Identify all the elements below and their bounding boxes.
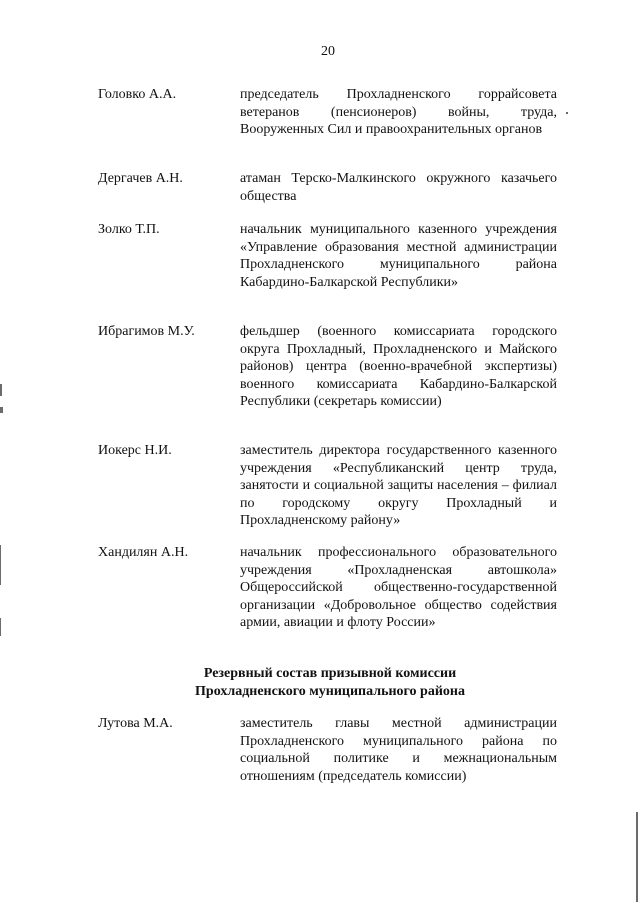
member-role: начальник муниципального казенного учреждения «Управление образования местной администрации Прохладненского муниципального района Кабардино-Балкарской Республики» (240, 222, 557, 290)
member-name: Иокерс Н.И. (98, 443, 172, 458)
reserve-title-line1: Резервный состав призывной комиссии (203, 666, 457, 681)
member-role: атаман Терско-Малкинского окружного казачьего общества (240, 171, 557, 204)
reserve-title-line2: Прохладненского муниципального района (195, 684, 465, 699)
member-role: начальник профессионального образовательного учреждения «Прохладненская автошкола» Общероссийской общественно-государственной организации «Добровольное общество содействия армии, авиации и флоту России» (240, 545, 557, 630)
scan-artifact (566, 112, 568, 114)
member-role: фельдшер (военного комиссариата городского округа Прохладный, Прохладненского и Майского районов) центра (военно-врачебной экспертизы) военного комиссариата Кабардино-Балкарской Республики (секретарь комиссии) (240, 324, 557, 409)
member-name: Ибрагимов М.У. (98, 324, 195, 339)
member-name: Золко Т.П. (98, 222, 160, 237)
scan-artifact (636, 812, 638, 902)
reserve-section-title (90, 665, 570, 701)
member-role: председатель Прохладненского горрайсовета ветеранов (пенсионеров) войны, труда, Вооруженных Сил и правоохранительных органов (240, 87, 557, 137)
scan-artifact (0, 384, 2, 396)
scan-artifact (0, 618, 1, 636)
scan-artifact (0, 407, 3, 413)
member-name: Дергачев А.Н. (98, 171, 183, 186)
member-name: Хандилян А.Н. (98, 545, 189, 560)
page-number: 20 (321, 44, 335, 59)
member-role: заместитель директора государственного казенного учреждения «Республиканский центр труда, занятости и социальной защиты населения – филиал по городскому округу Прохладный и Прохладненскому району» (240, 443, 557, 528)
member-name: Головко А.А. (98, 87, 177, 102)
scan-artifact (0, 545, 1, 585)
member-role: заместитель главы местной администрации Прохладненского муниципального района по социальной политике и межнациональным отношениям (председатель комиссии) (240, 716, 557, 784)
member-name: Лутова М.А. (98, 716, 173, 731)
